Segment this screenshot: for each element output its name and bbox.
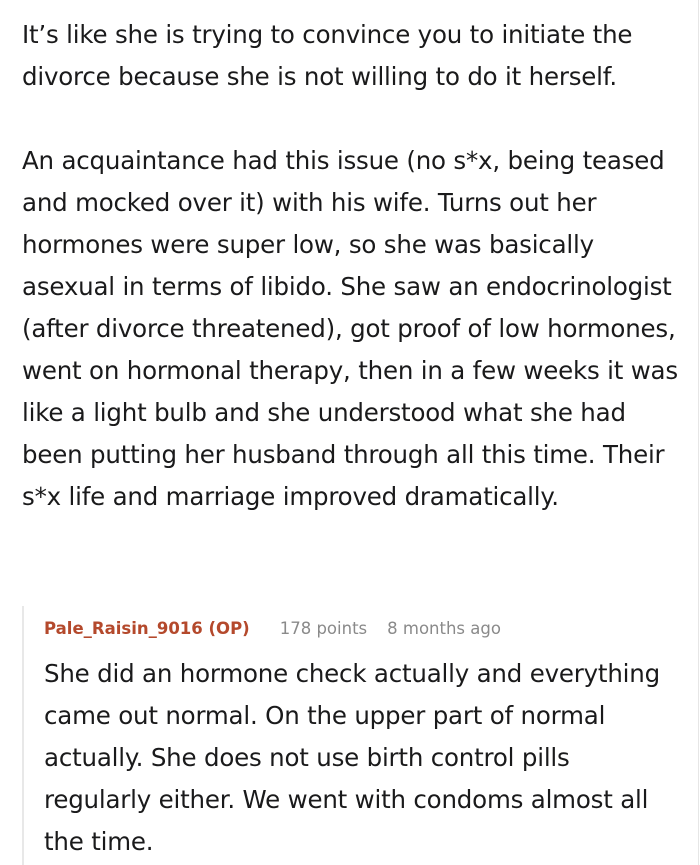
reply-meta xyxy=(44,619,682,643)
comment-paragraph-2: An acquaintance had this issue (no s*x, being teased and mocked over it) with his wife. Turns out her hormones were super low, so she was basically asexual in terms of libido. She saw an endocrinologist (after divorce threatened), got proof of low hormones, went on hormonal therapy, then in a few weeks it was like a light bulb and she understood what she had been putting her husband through all this time. Their s*x life and marriage improved dramatically. xyxy=(22,146,678,511)
reply-points: 178 points xyxy=(279,619,368,638)
parent-comment-body xyxy=(22,14,682,518)
reply-timestamp[interactable]: 8 months ago xyxy=(387,619,501,638)
reply-author-link[interactable]: Pale_Raisin_9016 (OP) xyxy=(44,619,250,638)
reply-thread xyxy=(22,606,682,865)
reply-body: She did an hormone check actually and everything came out normal. On the upper part of normal actually. She does not use birth control pills regularly either. We went with condoms almost all the time. xyxy=(44,659,660,856)
comment-paragraph-1: It’s like she is trying to convince you to initiate the divorce because she is not willing to do it herself. xyxy=(22,20,633,91)
